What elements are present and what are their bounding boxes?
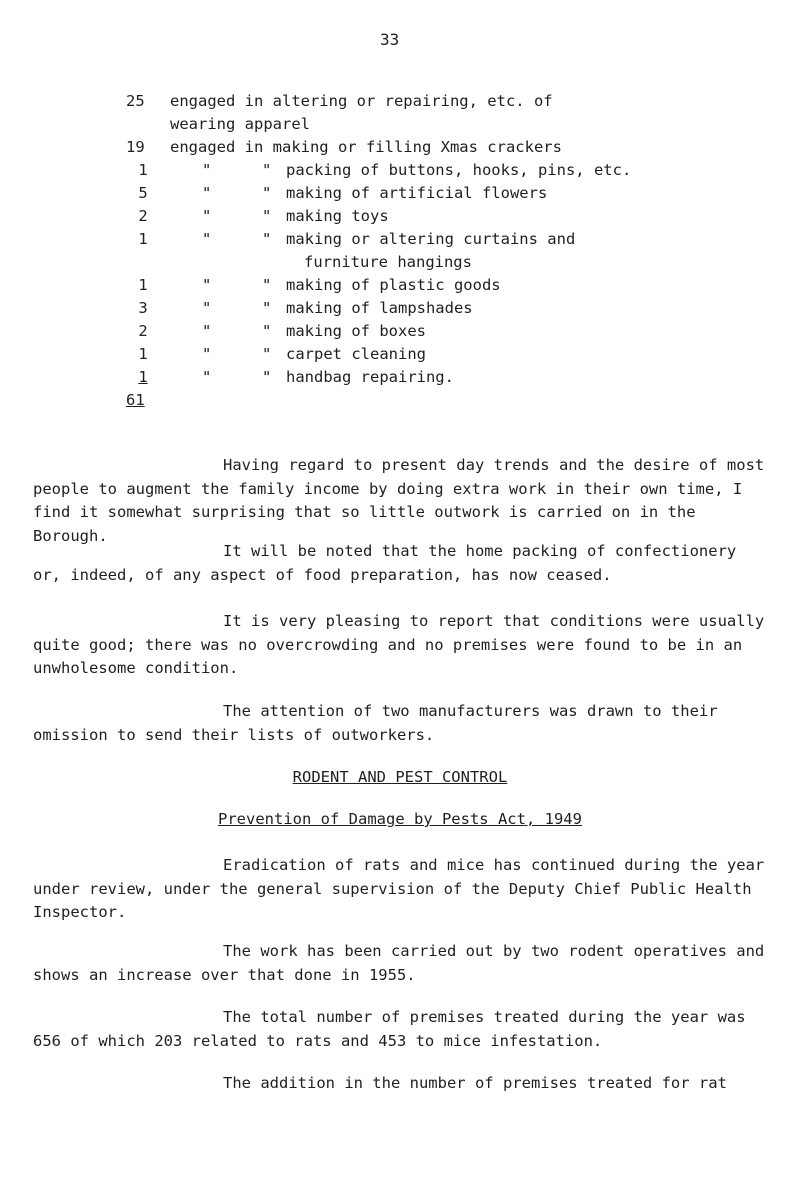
- item-count: 2: [138, 322, 148, 340]
- paragraph-text: Having regard to present day trends and the desire of most people to augment the family income by doing extra work in their own time, I find it somewhat surprising that so little outwork is carried on in the Borough.: [33, 456, 765, 545]
- item-description: making of lampshades: [286, 299, 473, 317]
- ditto-mark: ": [202, 345, 212, 363]
- paragraph: [33, 940, 773, 987]
- item-continuation: wearing apparel: [170, 115, 310, 133]
- ditto-mark: ": [202, 161, 212, 179]
- paragraph-text: The total number of premises treated during the year was 656 of which 203 related to rats and 453 to mice infestation.: [33, 1008, 746, 1050]
- paragraph: [33, 1006, 773, 1053]
- section-heading: [0, 768, 800, 786]
- paragraph: [33, 610, 773, 681]
- section-heading-text: RODENT AND PEST CONTROL: [292, 768, 508, 786]
- paragraph-text: It will be noted that the home packing of confectionery or, indeed, of any aspect of food preparation, has now ceased.: [33, 542, 737, 584]
- item-count: 19: [126, 138, 145, 156]
- ditto-mark: ": [262, 276, 272, 294]
- paragraph-text: It is very pleasing to report that conditions were usually quite good; there was no overcrowding and no premises were found to be in an unwholesome condition.: [33, 612, 765, 677]
- item-description: engaged in altering or repairing, etc. of: [170, 92, 553, 110]
- subsection-heading-text: Prevention of Damage by Pests Act, 1949: [218, 810, 582, 828]
- ditto-mark: ": [202, 207, 212, 225]
- page-number: 33: [380, 30, 400, 49]
- item-count: 1: [138, 161, 148, 179]
- ditto-mark: ": [262, 230, 272, 248]
- paragraph-text: The attention of two manufacturers was drawn to their omission to send their lists of outworkers.: [33, 702, 718, 744]
- paragraph: [33, 454, 773, 548]
- item-count: 2: [138, 207, 148, 225]
- ditto-mark: ": [202, 368, 212, 386]
- subsection-heading: [0, 810, 800, 828]
- item-continuation: furniture hangings: [304, 253, 472, 271]
- ditto-mark: ": [202, 322, 212, 340]
- ditto-mark: ": [262, 207, 272, 225]
- paragraph-text: The work has been carried out by two rodent operatives and shows an increase over that done in 1955.: [33, 942, 765, 984]
- paragraph: [33, 540, 773, 587]
- item-description: carpet cleaning: [286, 345, 426, 363]
- ditto-mark: ": [262, 184, 272, 202]
- item-description: making of artificial flowers: [286, 184, 548, 202]
- item-description: packing of buttons, hooks, pins, etc.: [286, 161, 632, 179]
- paragraph: [33, 854, 773, 925]
- paragraph: [33, 700, 773, 747]
- item-count: 1: [138, 276, 148, 294]
- paragraph-text: The addition in the number of premises treated for rat: [223, 1074, 727, 1092]
- ditto-mark: ": [262, 322, 272, 340]
- item-count: 1: [138, 230, 148, 248]
- item-description: making or altering curtains and: [286, 230, 576, 248]
- item-count: 1: [138, 345, 148, 363]
- item-description: handbag repairing.: [286, 368, 454, 386]
- item-description: making of boxes: [286, 322, 426, 340]
- paragraph-text: Eradication of rats and mice has continued during the year under review, under the general supervision of the Deputy Chief Public Health Inspector.: [33, 856, 765, 921]
- ditto-mark: ": [262, 299, 272, 317]
- ditto-mark: ": [202, 184, 212, 202]
- item-count: 1: [138, 368, 148, 386]
- paragraph: [33, 1072, 773, 1096]
- item-count: 3: [138, 299, 148, 317]
- item-count: 25: [126, 92, 145, 110]
- list-total: 61: [126, 391, 145, 409]
- ditto-mark: ": [202, 299, 212, 317]
- ditto-mark: ": [202, 230, 212, 248]
- item-count: 5: [138, 184, 148, 202]
- item-description: engaged in making or filling Xmas crackers: [170, 138, 562, 156]
- item-description: making toys: [286, 207, 389, 225]
- ditto-mark: ": [262, 345, 272, 363]
- ditto-mark: ": [202, 276, 212, 294]
- ditto-mark: ": [262, 368, 272, 386]
- item-description: making of plastic goods: [286, 276, 501, 294]
- ditto-mark: ": [262, 161, 272, 179]
